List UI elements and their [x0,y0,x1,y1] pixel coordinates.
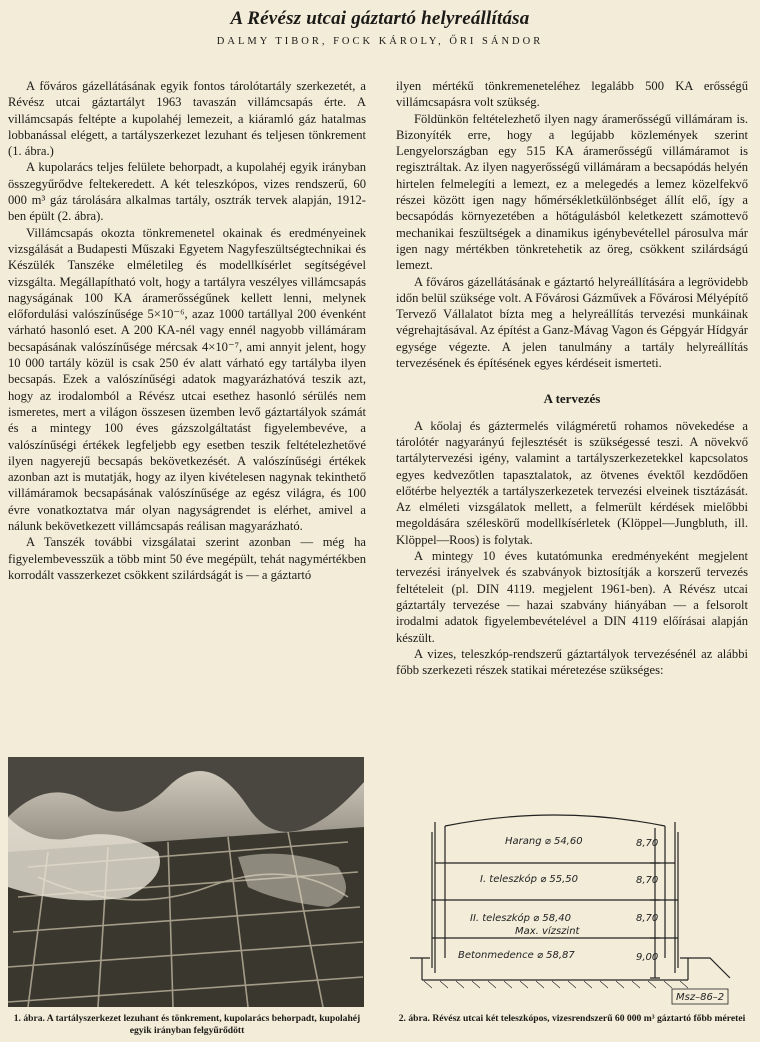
paragraph: Földünkön feltételezhető ilyen nagy áramerősségű villámáram is. Bizonyíték erre, hogy a legújabb közlemények szerint Lengyelországban egy 515 KA áramerősségű villámáramot is regisztráltak. Az ilyen nagyerősségű villámáram a becsapódás helyén hirtelen felmelegíti a lemezt, ez a melegedés a lemez közelfekvő részei között igen nagy hőmérsékletkülönbséget állít elő, így a becsapódás környezetében a hőtágulásból keletkezett számottevő mechanikai feszültségek a dinamikus igénybevétellel párosulva már igen nagy mértékben tönkretehetik az öreg, csökkent szilárdságú lemezt. [396,111,748,273]
paragraph: A kőolaj és gáztermelés világméretű rohamos növekedése a tárolótér nagyarányú fejlesztését is szükségessé teszi. A növekvő tartálytervezési igény, valamint a tartályszerkezetekkel kapcsolatos egyes kedvezőtlen tapasztalatok, az ötvenes évektől kezdődően előtérbe helyezték a tartályszerkezetek tervezési elveinek tisztázását. Az elméleti vizsgálatok mellett, a felmerült kérdések mielőbbi megoldására széleskörű modellkísérletek (Klöppel—Jungbluth, ill. Klöppel—Roos) is folytak. [396,418,748,547]
article-title: A Révész utcai gáztartó helyreállítása [230,8,530,29]
left-column [8,78,366,583]
paragraph: A kupolarács teljes felülete behorpadt, a kupolahéj egyik irányban összegyűrődve feltekeredett. A két teleszkópos, vizes rendszerű, 60 000 m³ gáz tárolására alkalmas tartály, osztrák tervek alapján, 1912-ben épült (2. ábra). [8,160,366,224]
concrete-basin-label: Betonmedence ⌀ 58,87 [458,950,575,961]
figure-1-caption: 1. ábra. A tartályszerkezet lezuhant és tönkrement, kupolarács behorpadt, kupolahéj egyik irányban felgyűrődött [13,1013,361,1036]
paragraph: A mintegy 10 éves kutatómunka eredményeként megjelent tervezési irányelvek és szabványok biztosítják a korszerű tervezés feltételeit (pl. DIN 4119. megjelent 1961-ben). A Révész utcai gáztartály tervezése — hazai szabvány hiányában — a felsorolt irodalmi adatok figyelembevételével a DIN 4119 előírásai alapján készült. [396,549,748,645]
telescope-2-label: II. teleszkóp ⌀ 58,40 [470,913,571,924]
figure-2-caption: 2. ábra. Révész utcai két teleszkópos, vizesrendszerű 60 000 m³ gáztartó főbb méretei [398,1013,746,1024]
dimension-label: 8,70 [636,875,659,886]
dimension-label: 8,70 [636,913,659,924]
paragraph: A vizes, teleszkóp-rendszerű gáztartályok tervezésénél az alábbi főbb szerkezeti részek statikai méretezése szükséges: [396,646,748,678]
paragraph: A főváros gázellátásának e gáztartó helyreállítására a legrövidebb időn belül szükségе volt. A Fővárosi Gázművek a Fővárosi Mélyépítő Tervező Vállalatot bízta meg a helyreállítás tervezési munkáinak végrehajtásával. Az építést a Ganz-Mávag Vagon és Gépgyár Hídgyár egysége végezte. A jelen tanulmány a tartály helyreállítás tervezésének és építésének egyes kérdéseit ismerteti. [396,274,748,371]
collapsed-tank-photo [8,757,364,1007]
paragraph: Villámcsapás okozta tönkremenetel okainak és eredményeinek vizsgálását a Budapesti Műszaki Egyetem Nagyfeszültségtechnikai és Készülék Tanszéke elméletileg és modellkísérlet segítségével vizsgálta. Megállapítható volt, hogy a tartályra veszélyes villámcsapás nagyságának 100 KA áramerősségűnek kellett lenni, melynek előfordulási valószínűsége 5×10⁻⁶, azaz 1000 tartállyal 200 évenként várható hasonló eset. A 200 KA-nél vagy ennél nagyobb villámáram becsapásának valószínűsége mércsak 4×10⁻⁷, ami annyit jelent, hogy 10 000 tartály közül is csak 250 év alatt várható egy tartályba ilyen becsapás. Ezek a valószínűségi adatok magyarázhatóvá teszik azt, hogy az irodalomból a Révész utcai esethez hasonló sérülés nem ismeretes, mert a világon összesen üzemben levő gáztartályok számát és a mintegy 100 éves gázszolgáltatást figyelembevéve, a valószínűségi értékek legfeljebb egy esetben teszik feltételezhetővé ilyen nagyerejű becsapás bekövetkezését. A valószínűségi értékek azonban azt is mutatják, hogy az ilyen kivételesen nagynak tekinthető villámáramok becsapásának valószínűsége az egész világra, és 100 évre vonatkoztatva már olyan nagyságrendet is elérhet, amivel a nálunk bekövetkezett villámcsapás reálisan magyarázható. [8,225,366,534]
section-heading: A tervezés [543,391,601,407]
paragraph: A Tanszék további vizsgálatai szerint azonban — még ha figyelembevesszük a több mint 50 éve megépült, tehát nagymértékben korrodált vasszerkezet csökkent szilárdságát is — a gáztartó [8,535,366,582]
right-column [396,78,748,678]
dimension-label: 9,00 [636,952,659,963]
figure-1-photo [8,757,364,1007]
drawing-code: Msz–86–2 [676,992,725,1003]
article-authors: DALMY TIBOR, FOCK KÁROLY, ŐRI SÁNDOR [216,36,544,47]
paragraph: A főváros gázellátásának egyik fontos tárolótartály szerkezetét, a Révész utcai gáztartályt 1963 tavaszán villámcsapás érte. A villámcsapás feltépte a kupolahéj lemezeit, a kiáramló gáz hatalmas lobbanással elégett, a tartályszerkezet lezuhant és teljesen tönkrement (1. ábra.) [8,79,366,159]
max-water-level-label: Max. vízszint [515,926,580,937]
telescope-1-label: I. teleszkóp ⌀ 55,50 [480,874,579,885]
figure-2-diagram [410,808,740,1008]
paragraph: ilyen mértékű tönkremeneteléhez legalább 500 KA erősségű villámcsapásra volt szükség. [396,79,748,110]
harang-label: Harang ⌀ 54,60 [505,836,583,847]
dimension-label: 8,70 [636,838,659,849]
